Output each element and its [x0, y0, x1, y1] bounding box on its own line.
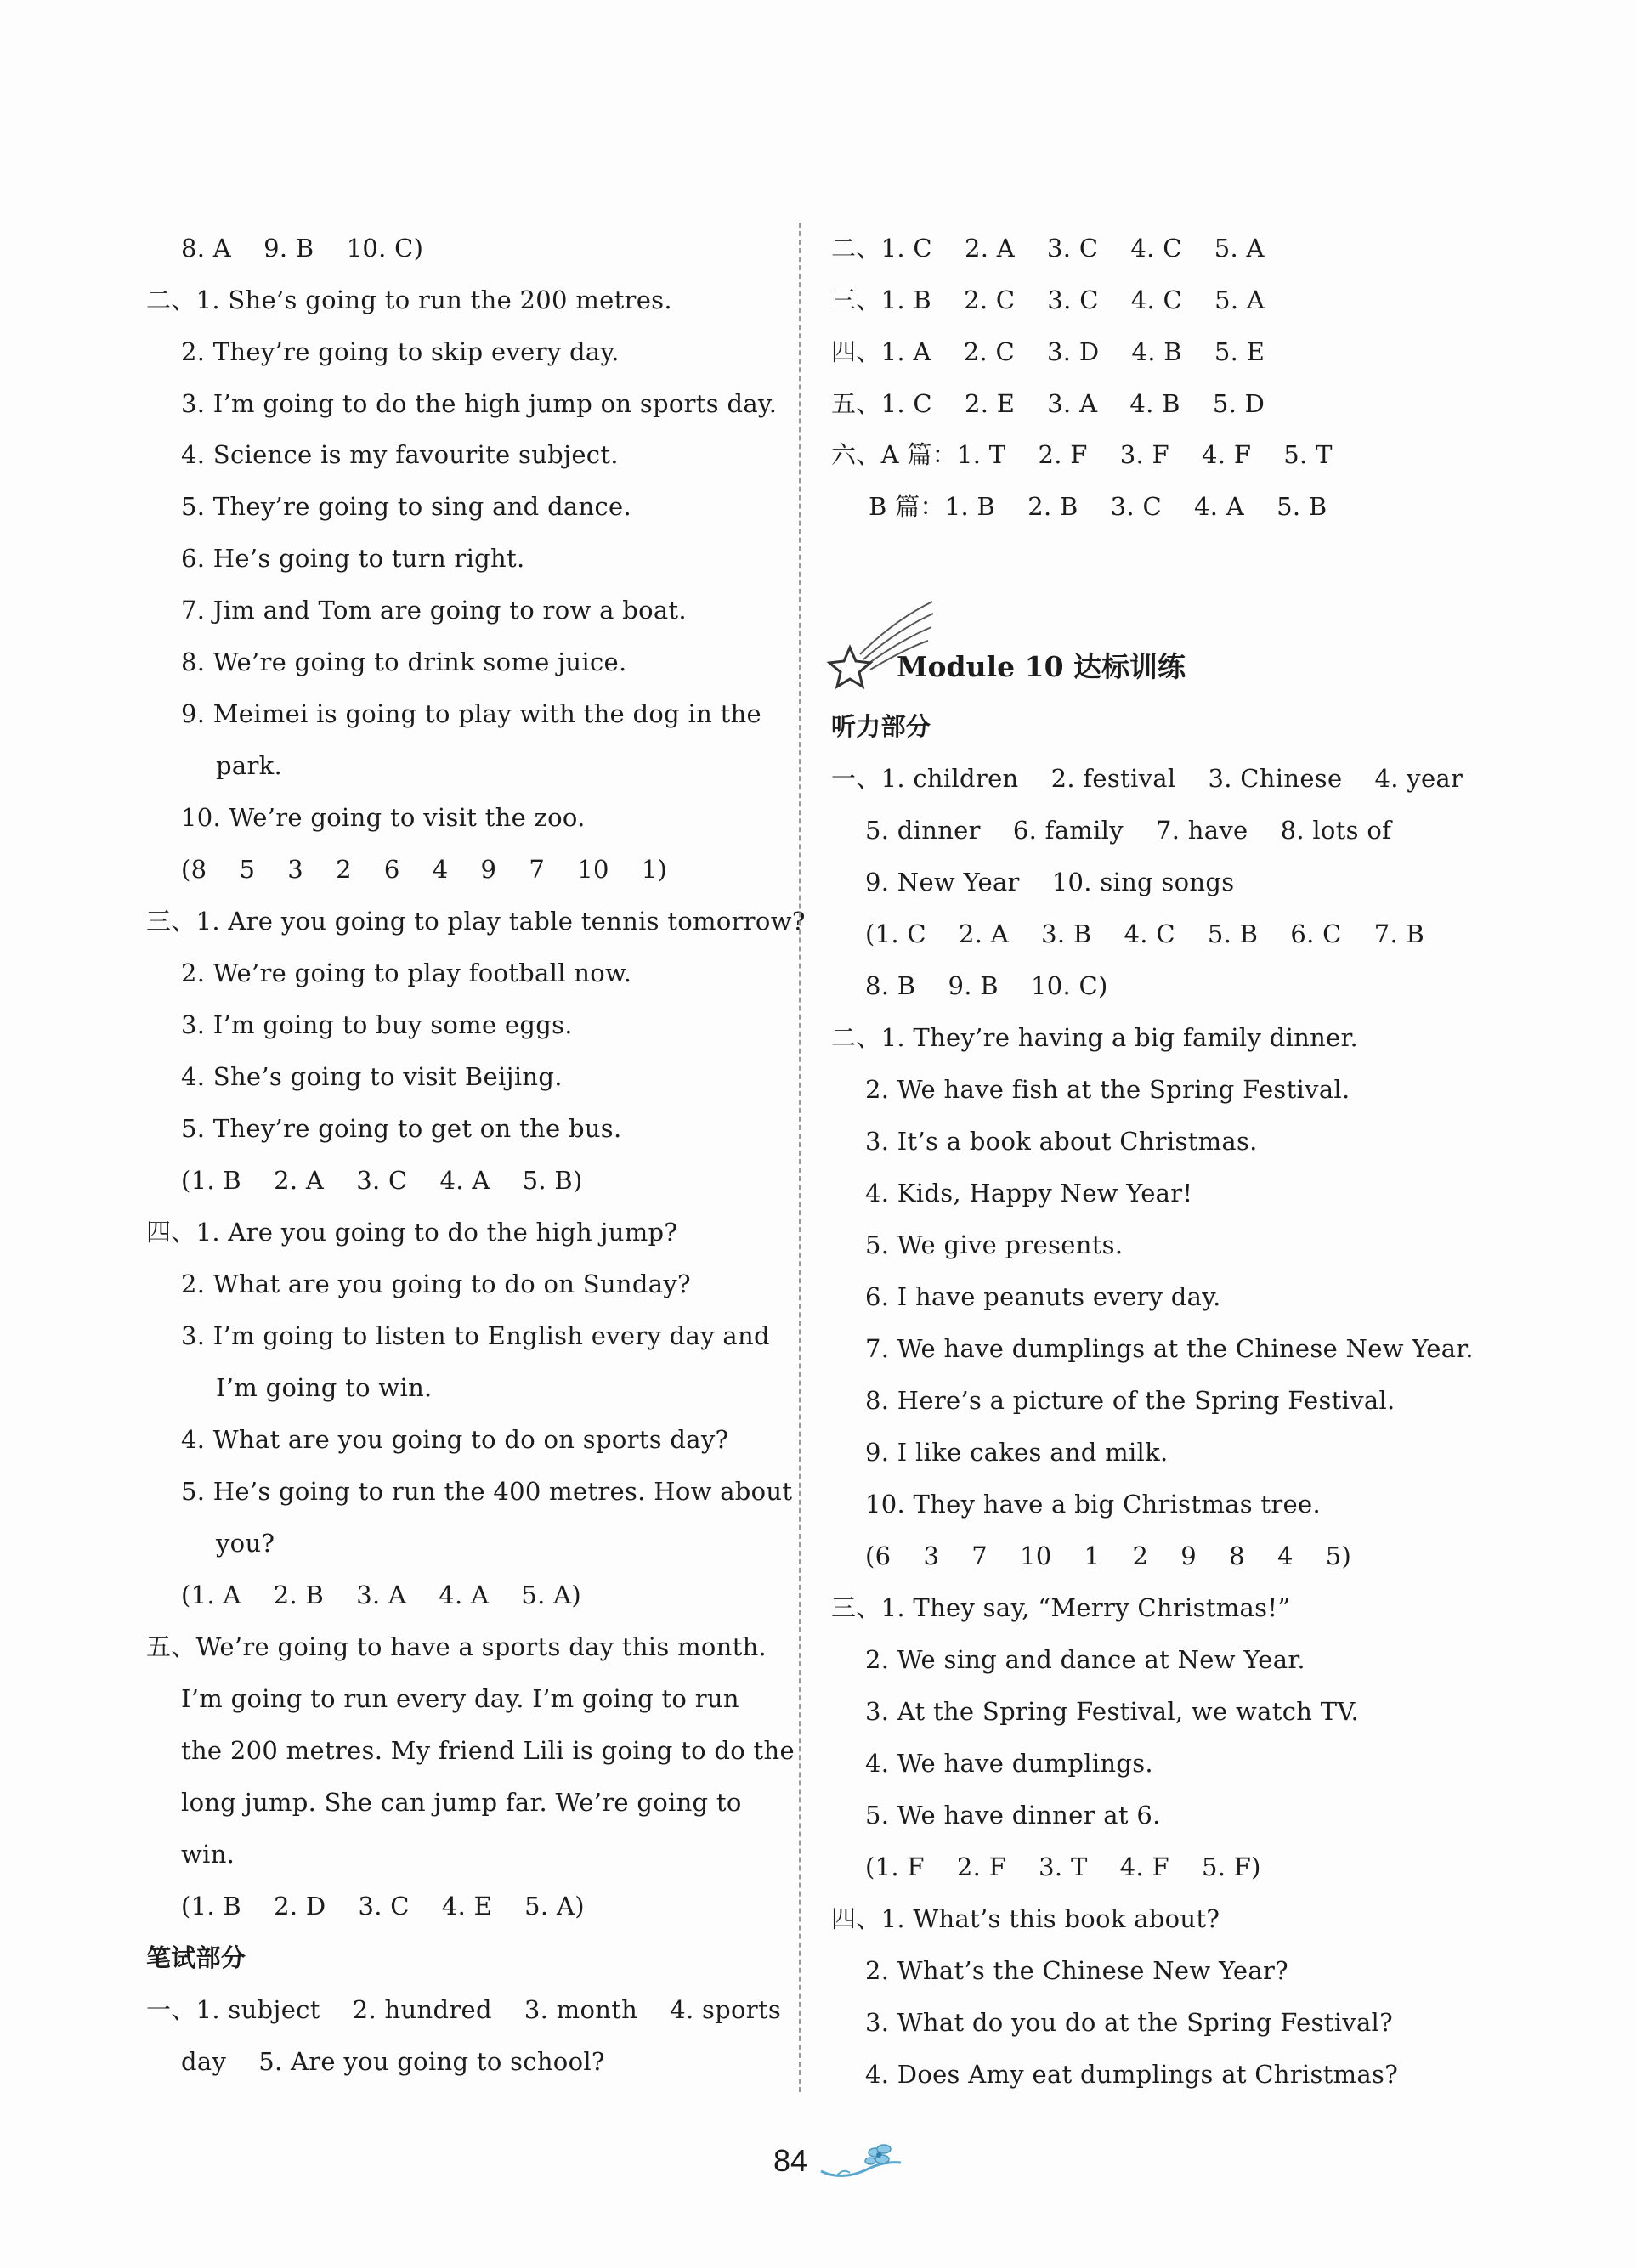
answer-line: 4. Does Amy eat dumplings at Christmas?: [865, 2060, 1399, 2089]
answer-line: 8. A 9. B 10. C): [181, 234, 424, 263]
answer-line: 一、1. subject 2. hundred 3. month 4. sports: [146, 1995, 782, 2024]
answer-line: 四、1. A 2. C 3. D 4. B 5. E: [831, 337, 1265, 366]
answer-line: 2. We have fish at the Spring Festival.: [865, 1075, 1350, 1104]
answer-line: 6. He’s going to turn right.: [181, 544, 525, 573]
answer-line: 10. We’re going to visit the zoo.: [181, 803, 586, 832]
answer-line: 三、1. They say, “Merry Christmas!”: [831, 1593, 1291, 1622]
section-heading-written: 笔试部分: [146, 1943, 246, 1972]
answer-key-line: (6 3 7 10 1 2 9 8 4 5): [865, 1541, 1352, 1570]
answer-line: 5. He’s going to run the 400 metres. How about: [181, 1477, 793, 1506]
answer-line: win.: [181, 1840, 235, 1869]
answer-line: 5. We give presents.: [865, 1230, 1124, 1259]
answer-line: 四、1. What’s this book about?: [831, 1904, 1220, 1933]
answer-line: 2. What’s the Chinese New Year?: [865, 1956, 1288, 1985]
answer-line: 四、1. Are you going to do the high jump?: [146, 1218, 678, 1247]
answer-line: B 篇：1. B 2. B 3. C 4. A 5. B: [869, 492, 1327, 521]
answer-key-line: 8. B 9. B 10. C): [865, 971, 1108, 1000]
page-number: 84: [773, 2143, 808, 2178]
answer-line: 2. They’re going to skip every day.: [181, 337, 620, 366]
answer-line: I’m going to run every day. I’m going to run: [181, 1684, 739, 1713]
answer-line: 二、1. C 2. A 3. C 4. C 5. A: [831, 234, 1265, 263]
answer-line: 五、1. C 2. E 3. A 4. B 5. D: [831, 389, 1265, 418]
answer-line: 10. They have a big Christmas tree.: [865, 1490, 1321, 1519]
answer-line: 4. Science is my favourite subject.: [181, 440, 619, 469]
answer-line: 3. I’m going to listen to English every day and: [181, 1321, 770, 1350]
answer-key-line: (1. A 2. B 3. A 4. A 5. A): [181, 1581, 582, 1609]
answer-line: 4. Kids, Happy New Year!: [865, 1179, 1193, 1208]
answer-line: 3. What do you do at the Spring Festival?: [865, 2008, 1393, 2037]
answer-line: 6. I have peanuts every day.: [865, 1282, 1221, 1311]
answer-key-line: (8 5 3 2 6 4 9 7 10 1): [181, 855, 668, 884]
answer-line: 3. I’m going to buy some eggs.: [181, 1010, 573, 1039]
answer-line: 7. We have dumplings at the Chinese New Year.: [865, 1334, 1474, 1363]
answer-line: 一、1. children 2. festival 3. Chinese 4. year: [831, 764, 1463, 793]
answer-line: 3. It’s a book about Christmas.: [865, 1127, 1258, 1156]
answer-line: 4. What are you going to do on sports day?: [181, 1425, 729, 1454]
answer-line: the 200 metres. My friend Lili is going to do the: [181, 1736, 795, 1765]
answer-key-line: (1. B 2. D 3. C 4. E 5. A): [181, 1892, 585, 1920]
answer-line: 5. They’re going to get on the bus.: [181, 1114, 622, 1143]
answer-line: you?: [216, 1529, 275, 1558]
answer-line: 三、1. Are you going to play table tennis tomorrow?: [146, 907, 806, 936]
answer-line: long jump. She can jump far. We’re going to: [181, 1788, 742, 1817]
answer-line: 3. At the Spring Festival, we watch TV.: [865, 1697, 1360, 1726]
column-divider: [799, 223, 801, 2092]
answer-line: 5. We have dinner at 6.: [865, 1801, 1161, 1830]
answer-line: 六、A 篇：1. T 2. F 3. F 4. F 5. T: [831, 440, 1333, 469]
flower-ornament-icon: [816, 2137, 918, 2188]
answer-key-line: (1. F 2. F 3. T 4. F 5. F): [865, 1852, 1261, 1881]
answer-line: 五、We’re going to have a sports day this month.: [146, 1632, 767, 1661]
answer-line: 2. We sing and dance at New Year.: [865, 1645, 1305, 1674]
answer-key-line: (1. C 2. A 3. B 4. C 5. B 6. C 7. B: [865, 919, 1425, 948]
answer-line: 4. We have dumplings.: [865, 1749, 1153, 1778]
answer-key-line: (1. B 2. A 3. C 4. A 5. B): [181, 1166, 583, 1195]
answer-line: 8. Here’s a picture of the Spring Festival.: [865, 1386, 1395, 1415]
answer-line: 8. We’re going to drink some juice.: [181, 648, 627, 676]
answer-line: 4. She’s going to visit Beijing.: [181, 1062, 563, 1091]
answer-line: 二、1. She’s going to run the 200 metres.: [146, 286, 672, 314]
answer-line: 2. What are you going to do on Sunday?: [181, 1270, 691, 1298]
module-title: Module 10 达标训练: [897, 650, 1186, 683]
answer-line: 9. New Year 10. sing songs: [865, 868, 1235, 896]
section-heading-listening: 听力部分: [831, 712, 931, 741]
answer-line: 9. Meimei is going to play with the dog in the: [181, 699, 761, 728]
answer-line: 三、1. B 2. C 3. C 4. C 5. A: [831, 286, 1265, 314]
answer-line: 3. I’m going to do the high jump on sports day.: [181, 389, 778, 418]
answer-line: I’m going to win.: [216, 1373, 433, 1402]
answer-line: 5. dinner 6. family 7. have 8. lots of: [865, 816, 1392, 845]
answer-line: 7. Jim and Tom are going to row a boat.: [181, 596, 687, 625]
answer-line: 5. They’re going to sing and dance.: [181, 492, 632, 521]
answer-line: day 5. Are you going to school?: [181, 2047, 605, 2076]
answer-line: 9. I like cakes and milk.: [865, 1438, 1169, 1467]
answer-line: 二、1. They’re having a big family dinner.: [831, 1023, 1359, 1052]
answer-line: park.: [216, 751, 283, 780]
answer-line: 2. We’re going to play football now.: [181, 959, 632, 987]
